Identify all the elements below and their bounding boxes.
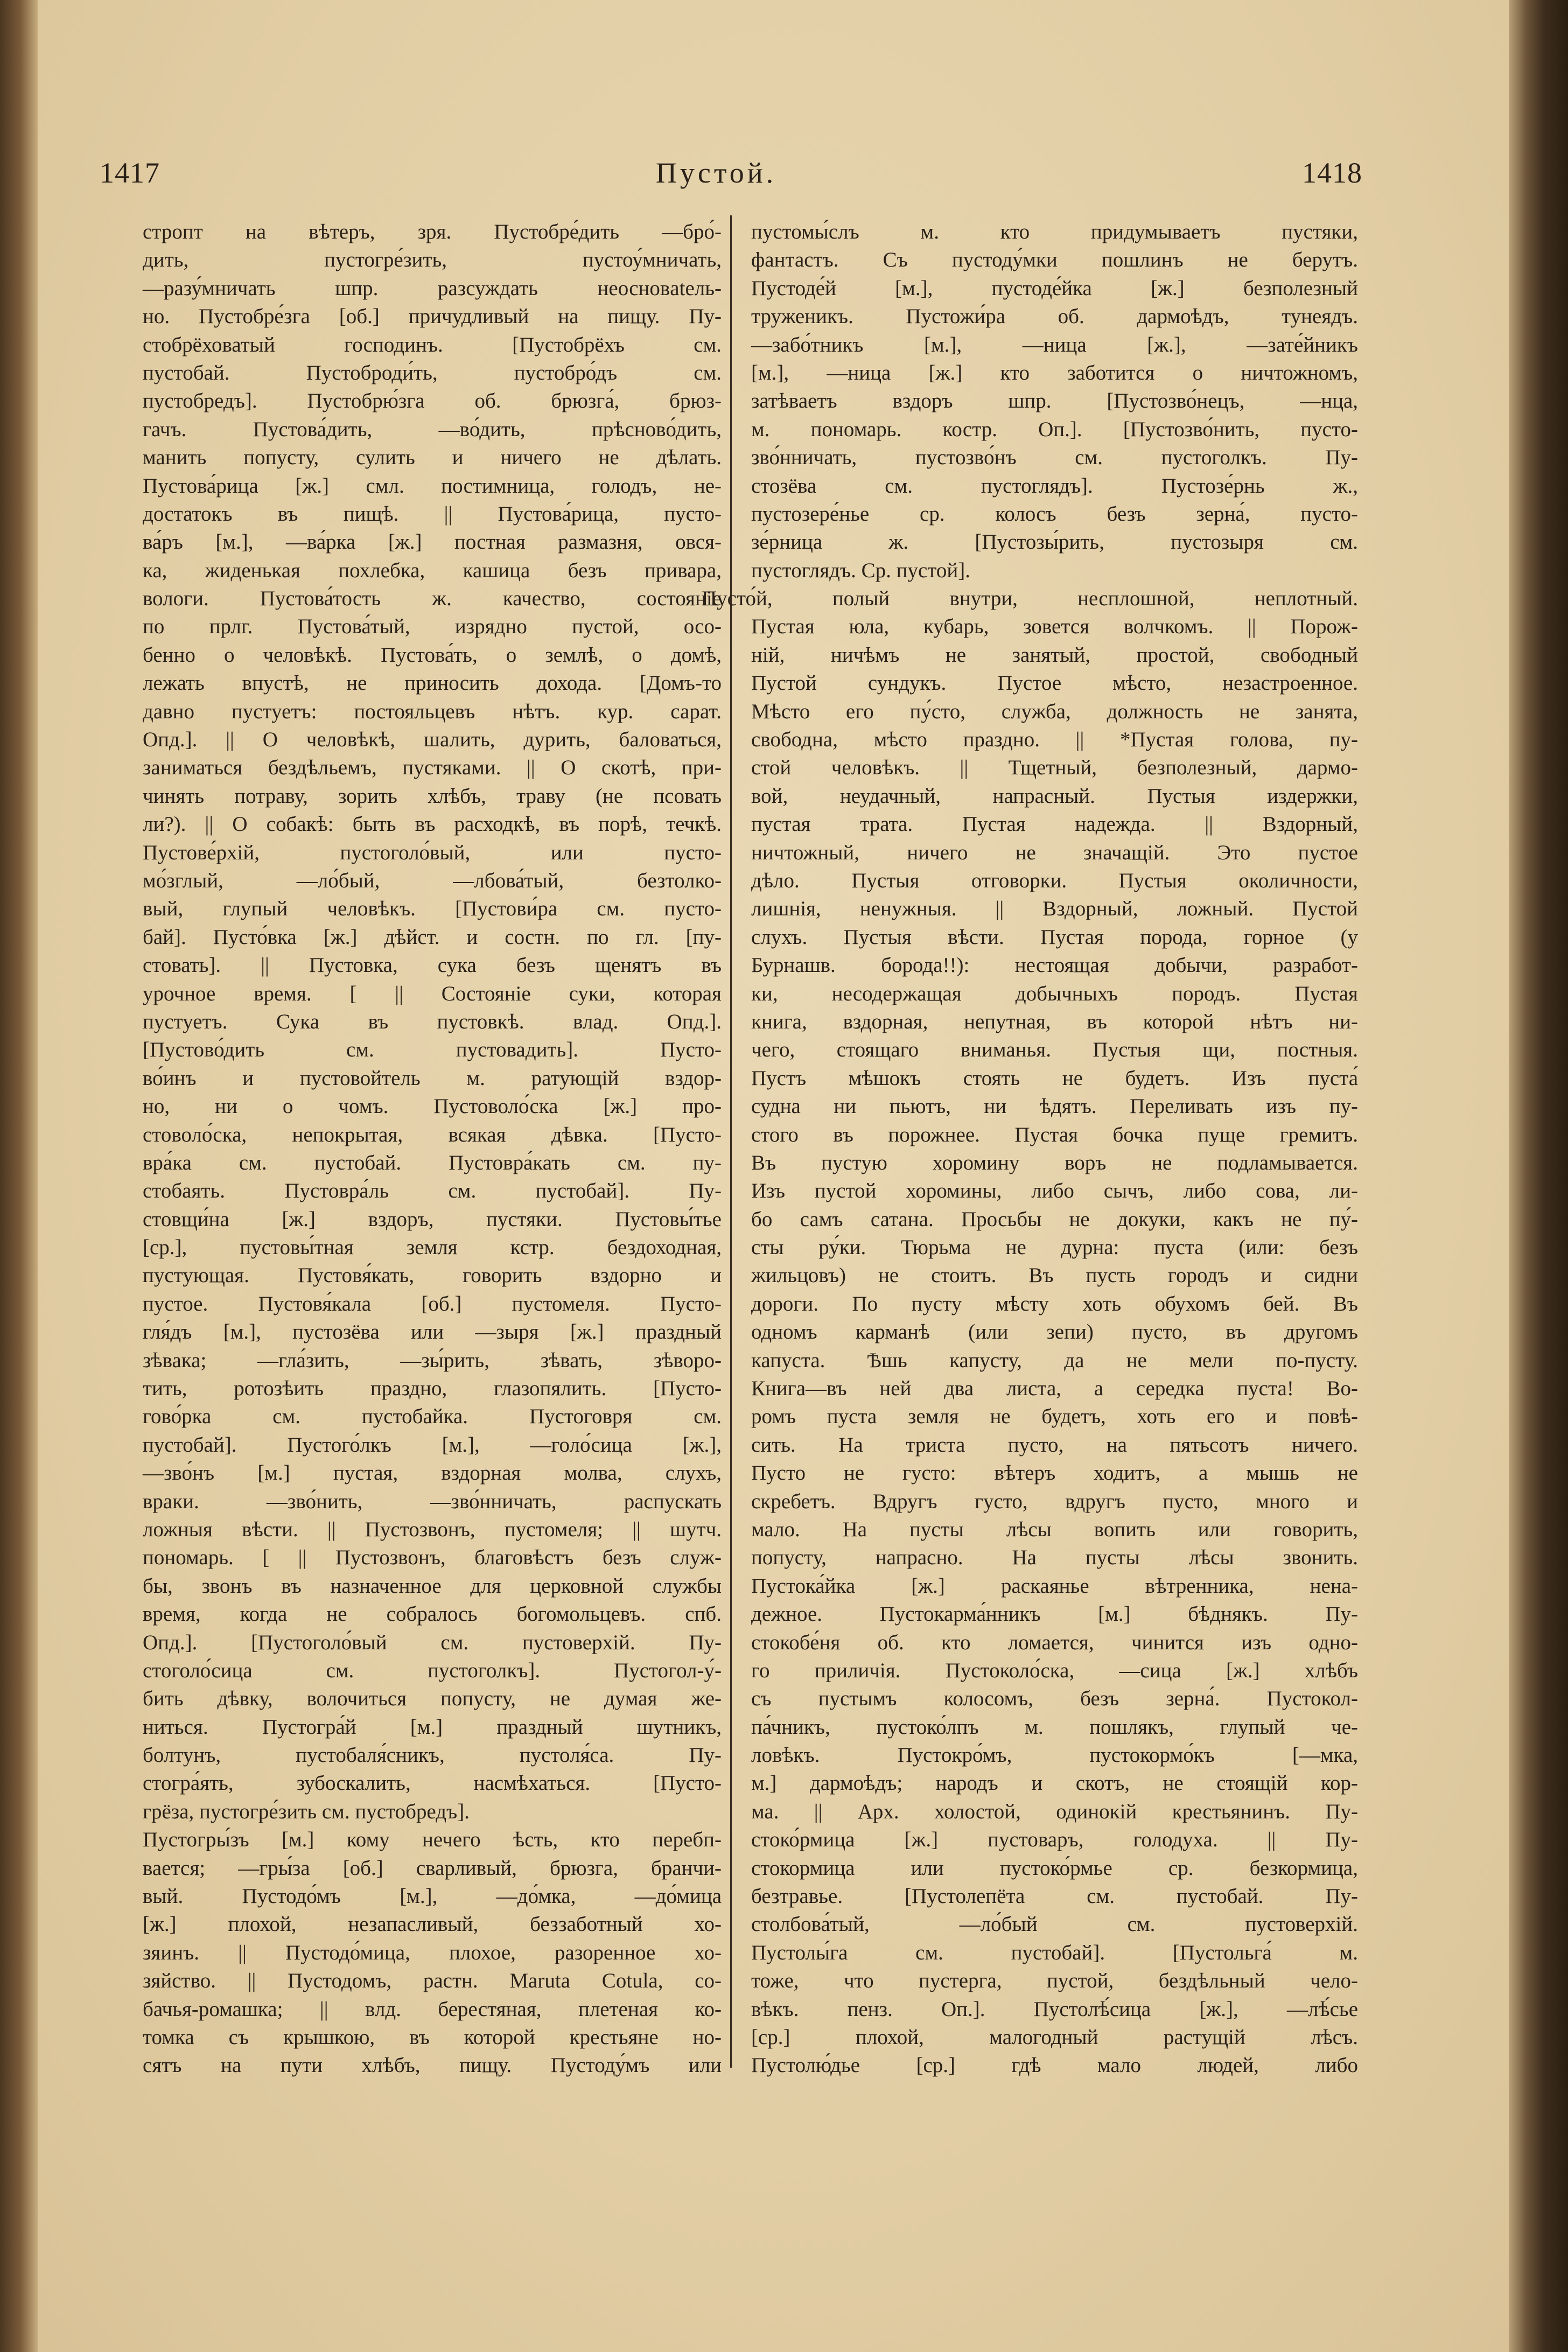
text-line: зво́нничать, пустозво́нъ см. пустоголкъ. Пу- (751, 446, 1358, 470)
text-line: сты ру́ки. Тюрьма не дурна: пуста (или: безъ (751, 1236, 1358, 1259)
text-line: зяинъ. || Пустодо́мица, плохое, разоренное хо- (143, 1941, 722, 1964)
text-line: Пустолю́дье [ср.] гдѣ мало людей, либо (751, 2054, 1358, 2077)
text-line: стоголо́сица см. пустоголкъ]. Пустогол-у́- (143, 1658, 722, 1682)
text-line: Пустова́рица [ж.] смл. постимница, голодъ, не- (143, 474, 722, 498)
text-line: Опд.]. || О человѣкѣ, шалить, дурить, баловаться, (143, 728, 722, 752)
text-line: но. Пустобре́зга [об.] причудливый на пищу. Пу- (143, 305, 722, 328)
text-line: стокормица или пустоко́рмье ср. безкормица, (751, 1856, 1358, 1880)
text-line: труженикъ. Пустожи́ра об. дармоѣдъ, тунеядъ. (751, 305, 1358, 328)
text-line: ка, жиденькая похлебка, кашица безъ привара, (143, 558, 722, 582)
page-number-right: 1418 (1302, 157, 1362, 189)
text-line: —разу́мничать шпр. разсуждать неосновatель- (143, 276, 722, 300)
text-line: капуста. Ѣшь капусту, да не мели по-пусту. (751, 1348, 1358, 1372)
text-line: манить попусту, сулить и ничего не дѣлать. (143, 446, 722, 470)
text-line: вый, глупый человѣкъ. [Пустови́ра см. пусто- (143, 897, 722, 921)
text-line: [ср.] плохой, малогодный растущій лѣсъ. (751, 2026, 1358, 2049)
text-line: Пустоде́й [м.], пустоде́йка [ж.] безполезный (751, 276, 1358, 300)
text-line: гово́рка см. пустобайка. Пустоговря см. (143, 1405, 722, 1429)
text-line: Пустая юла, кубарь, зовется волчкомъ. || Порож- (751, 615, 1358, 639)
text-line: чего, стоящаго вниманья. Пустыя щи, постныя. (751, 1038, 1358, 1062)
text-line: пустозере́нье ср. колосъ безъ зерна́, пусто- (751, 502, 1358, 526)
text-line: дить, пустогре́зить, пустоу́мничать, (143, 248, 722, 272)
text-line: вѣкъ. пенз. Оп.]. Пустолѣ́сица [ж.], —лѣ́сье (751, 1997, 1358, 2021)
text-line: Въ пустую хоромину воръ не подламывается. (751, 1151, 1358, 1174)
text-line: заниматься бездѣльемъ, пустяками. || О скотѣ, при- (143, 756, 722, 780)
text-line: лишнія, ненужныя. || Вздорный, ложный. Пустой (751, 897, 1358, 921)
text-line: Бурнашв. борода!!): нестоящая добычи, разработ- (751, 954, 1358, 977)
text-line: зяйство. || Пустодомъ, растн. Maruta Cotula, со- (143, 1969, 722, 1993)
text-line: ли?). || О собакѣ: быть въ расходкѣ, въ порѣ, течкѣ. (143, 813, 722, 836)
text-line: съ пустымъ колосомъ, безъ зерна́. Пустокол- (751, 1687, 1358, 1711)
text-line: стозёва см. пустоглядъ]. Пустозе́рнь ж., (751, 474, 1358, 498)
text-line: пустоглядъ. Ср. пустой]. (751, 558, 970, 582)
text-line: бы, звонъ въ назначенное для церковной службы (143, 1574, 722, 1598)
text-line: Пустока́йка [ж.] раскаянье вѣтренника, нена- (751, 1574, 1358, 1598)
text-line: пустая трата. Пустая надежда. || Вздорный, (751, 813, 1358, 836)
text-line: —зво́нъ [м.] пустая, вздорная молва, слухъ, (143, 1461, 722, 1485)
text-line: Пусто́й, полый внутри, несплошной, неплотный. (702, 587, 1358, 611)
text-line: Пустове́рхій, пустоголо́вый, или пусто- (143, 841, 722, 864)
text-line: судна ни пьютъ, ни ѣдятъ. Переливать изъ пу- (751, 1095, 1358, 1118)
text-line: стогра́ять, зубоскалить, насмѣхаться. [Пусто- (143, 1772, 722, 1795)
text-line: ромъ пуста земля не будетъ, хоть его и повѣ- (751, 1405, 1358, 1429)
text-line: пустобредъ]. Пустобрю́зга об. брюзга́, брюз- (143, 389, 722, 413)
text-line: урочное время. [ || Состояніе суки, которая (143, 982, 722, 1005)
text-line: м.] дармоѣдъ; народъ и скотъ, не стоящій кор- (751, 1772, 1358, 1795)
text-line: гачъ. Пустова́дить, —во́дить, прѣсново́дить, (143, 417, 722, 441)
text-line: пустующая. Пустовя́кать, говорить вздорно и (143, 1264, 722, 1287)
text-line: стоко́рмица [ж.] пустоваръ, голодуха. || Пу- (751, 1828, 1358, 1852)
text-line: пустобай]. Пустого́лкъ [м.], —голо́сица [ж.], (143, 1433, 722, 1457)
text-line: попусту, напрасно. На пусты лѣсы звонить. (751, 1546, 1358, 1570)
text-line: [Пустово́дить см. пустовадить]. Пусто- (143, 1038, 722, 1062)
text-line: безтравье. [Пустолепёта см. пустобай. Пу- (751, 1885, 1358, 1908)
text-line: пономарь. [ || Пустозвонъ, благовѣстъ безъ служ- (143, 1546, 722, 1570)
text-line: бай]. Пусто́вка [ж.] дѣйст. и состн. по гл. [пу- (143, 925, 722, 949)
text-line: Пустъ мѣшокъ стоять не будетъ. Изъ пуста́ (751, 1066, 1358, 1090)
text-line: [ср.], пустовы́тная земля кстр. бездоходная, (143, 1236, 722, 1259)
text-line: тить, ротозѣить праздно, глазопялить. [Пусто- (143, 1377, 722, 1401)
text-line: дѣло. Пустыя отговорки. Пустыя околичности, (751, 869, 1358, 892)
text-line: ничтожный, ничего не значащій. Это пустое (751, 841, 1358, 864)
text-line: Мѣсто его пу́сто, служба, должность не занята, (751, 699, 1358, 723)
text-line: ва́ръ [м.], —ва́рка [ж.] постная размазня, овся- (143, 530, 722, 554)
text-line: [м.], —ница [ж.] кто заботится о ничтожномъ, (751, 361, 1358, 384)
text-line: дороги. По пусту мѣсту хоть обухомъ бей. Въ (751, 1292, 1358, 1315)
text-line: ма. || Арх. холостой, одинокій крестьянинъ. Пу- (751, 1800, 1358, 1823)
text-line: враки. —зво́нить, —зво́нничать, распускать (143, 1489, 722, 1513)
text-line: бо самъ сатана. Просьбы не докуки, какъ не пу́- (751, 1207, 1358, 1231)
text-line: стого въ порожнее. Пустая бочка пуще гремитъ. (751, 1123, 1358, 1146)
text-line: чинять потраву, зорить хлѣбъ, траву (не псовать (143, 784, 722, 808)
text-line: Пусто не густо: вѣтеръ ходитъ, а мышь не (751, 1461, 1358, 1485)
text-line: стокобе́ня об. кто ломается, чинится изъ одно- (751, 1630, 1358, 1654)
text-line: время, когда не собралось богомольцевъ. спб. (143, 1602, 722, 1626)
book-edge (1509, 0, 1568, 2352)
text-line: дежное. Пустокарма́нникъ [м.] бѣднякъ. Пу- (751, 1602, 1358, 1626)
running-title: Пустой. (655, 157, 777, 189)
text-line: фантастъ. Съ пустоду́мки пошлинъ не берутъ. (751, 248, 1358, 272)
text-line: Изъ пустой хоромины, либо сычъ, либо сова, ли- (751, 1179, 1358, 1203)
book-binding (0, 0, 38, 2352)
text-line: Книга—въ ней два листа, а середка пуста! Во- (751, 1377, 1358, 1401)
text-line: вый. Пустодо́мъ [м.], —до́мка, —до́мица (143, 1885, 722, 1908)
text-line: го приличія. Пустоколо́ска, —сица [ж.] хлѣбъ (751, 1658, 1358, 1682)
text-line: давно пустуетъ: постояльцевъ нѣтъ. кур. сарат. (143, 699, 722, 723)
page-number-left: 1417 (100, 157, 160, 189)
text-line: свободна, мѣсто праздно. || *Пустая голова, пу- (751, 728, 1358, 752)
text-line: бачья-ромашка; || влд. берестяная, плетеная ко- (143, 1997, 722, 2021)
text-line: стовщи́на [ж.] вздоръ, пустяки. Пустовы́тье (143, 1207, 722, 1231)
text-line: ниться. Пустогра́й [м.] праздный шутникъ, (143, 1715, 722, 1739)
text-line: бенно о человѣкѣ. Пустова́ть, о землѣ, о домѣ, (143, 643, 722, 667)
text-line: Пустолы́га см. пустобай]. [Пустольга́ м. (751, 1941, 1358, 1964)
text-line: мо́зглый, —ло́бый, —лбова́тый, безтолко- (143, 869, 722, 892)
text-line: пустуетъ. Сука въ пустовкѣ. влад. Опд.]. (143, 1010, 722, 1033)
text-line: книга, вздорная, непутная, въ которой нѣтъ ни- (751, 1010, 1358, 1033)
text-line: ложныя вѣсти. || Пустозвонъ, пустомеля; || шутч. (143, 1517, 722, 1541)
text-line: вается; —гры́за [об.] сварливый, брюзга, бранчи- (143, 1856, 722, 1880)
text-line: жильцовъ) не стоитъ. Въ пусть городъ и сидни (751, 1264, 1358, 1287)
text-line: —забо́тникъ [м.], —ница [ж.], —зате́йникъ (751, 333, 1358, 356)
text-line: гля́дъ [м.], пустозёва или —зыря [ж.] праздный (143, 1320, 722, 1344)
text-line: столбова́тый, —ло́бый см. пустоверхій. (751, 1913, 1358, 1936)
text-line: тоже, что пустерга, пустой, бездѣльный чело- (751, 1969, 1358, 1993)
text-line: затѣваетъ вздоръ шпр. [Пустозво́нецъ, —нца, (751, 389, 1358, 413)
text-line: пустомы́слъ м. кто придумываетъ пустяки, (751, 220, 1358, 243)
text-line: ки, несодержащая добычныхъ породъ. Пустая (751, 982, 1358, 1005)
text-line: стовать]. || Пустовка, сука безъ щенятъ въ (143, 954, 722, 977)
text-line: стоволо́ска, непокрытая, всякая дѣвка. [Пусто- (143, 1123, 722, 1146)
text-line: вра́ка см. пустобай. Пустовра́кать см. пу- (143, 1151, 722, 1174)
text-line: во́инъ и пустовойтель м. ратующій вздор- (143, 1066, 722, 1090)
text-line: м. пономарь. костр. Оп.]. [Пустозво́нить, пусто- (751, 417, 1358, 441)
text-line: но, ни о чомъ. Пустоволо́ска [ж.] про- (143, 1095, 722, 1118)
text-line: стой человѣкъ. || Тщетный, безполезный, дармо- (751, 756, 1358, 780)
right-column (702, 218, 1358, 2080)
text-line: ній, ничѣмъ не занятый, простой, свободный (751, 643, 1358, 667)
text-line: пустобай. Пустоброди́ть, пустобро́дъ см. (143, 361, 722, 384)
text-line: болтунъ, пустобаля́сникъ, пустоля́са. Пу- (143, 1744, 722, 1767)
text-line: [ж.] плохой, незапасливый, беззаботный хо- (143, 1913, 722, 1936)
text-line: Опд.]. [Пустоголо́вый см. пустоверхій. Пу- (143, 1630, 722, 1654)
text-line: лежать впустѣ, не приносить дохода. [Домъ-то (143, 671, 722, 695)
text-line: пустое. Пустовя́кала [об.] пустомеля. Пусто- (143, 1292, 722, 1315)
text-line: слухъ. Пустыя вѣсти. Пустая порода, горное (у (751, 925, 1358, 949)
text-line: вой, неудачный, напрасный. Пустыя издержки, (751, 784, 1358, 808)
text-line: Пустогры́зъ [м.] кому нечего ѣсть, кто перебп- (143, 1828, 722, 1852)
text-line: одномъ карманѣ (или зепи) пусто, въ другомъ (751, 1320, 1358, 1344)
text-line: стобаять. Пустовра́ль см. пустобай]. Пу- (143, 1179, 722, 1203)
text-line: грёза, пустогре́зить см. пустобредъ]. (143, 1800, 470, 1823)
text-line: вологи. Пустова́тость ж. качество, состояніе (143, 587, 722, 611)
text-line: сятъ на пути хлѣбъ, пищу. Пустоду́мъ или (143, 2054, 722, 2077)
text-line: бить дѣвку, волочиться попусту, не думая же- (143, 1687, 722, 1711)
text-line: томка съ крышкою, въ которой крестьяне но- (143, 2026, 722, 2049)
text-line: зе́рница ж. [Пустозы́рить, пустозыря см. (751, 530, 1358, 554)
text-line: по прлг. Пустова́тый, изрядно пустой, осо- (143, 615, 722, 639)
text-line: Пустой сундукъ. Пустое мѣсто, незастроенное. (751, 671, 1358, 695)
column-divider (730, 215, 732, 2068)
text-line: достатокъ въ пищѣ. || Пустова́рица, пусто- (143, 502, 722, 526)
text-line: стропт на вѣтеръ, зря. Пустобре́дить —бро́- (143, 220, 722, 243)
text-line: зѣвака; —гла́зить, —зы́рить, зѣвать, зѣворо- (143, 1348, 722, 1372)
text-line: мало. На пусты лѣсы вопить или говорить, (751, 1517, 1358, 1541)
left-column (143, 218, 722, 2080)
text-line: сить. На триста пусто, на пятьсотъ ничего. (751, 1433, 1358, 1457)
text-line: ловѣкъ. Пустокро́мъ, пустокормо́къ [—мка, (751, 1744, 1358, 1767)
text-line: па́чникъ, пустоко́лпъ м. пошлякъ, глупый че- (751, 1715, 1358, 1739)
text-line: стобрёховатый господинъ. [Пустобрёхъ см. (143, 333, 722, 356)
text-line: скребетъ. Вдругъ густо, вдругъ пусто, много и (751, 1489, 1358, 1513)
